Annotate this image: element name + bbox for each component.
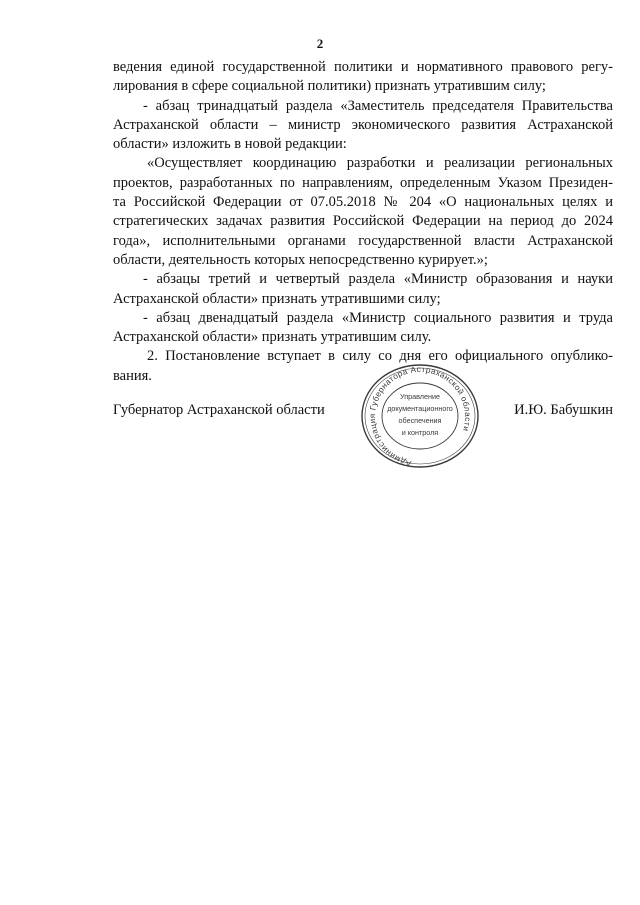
signatory-name: И.Ю. Бабушкин	[514, 402, 613, 418]
signatory-title: Губернатор Астраханской области	[113, 402, 325, 418]
body-line: Астраханской области» признать утратившим силу.	[113, 329, 432, 346]
body-line: стратегических задачах развития Российской Федерации на период до 2024	[113, 213, 613, 230]
body-line: - абзацы третий и четвертый раздела «Министр образования и науки	[143, 271, 613, 288]
stamp-inner-line: Управление	[400, 392, 440, 401]
body-line: проектов, разработанных по направлениям, определенным Указом Президен-	[113, 174, 613, 191]
body-line: - абзац тринадцатый раздела «Заместитель председателя Правительства	[143, 97, 613, 114]
body-line: области» изложить в новой редакции:	[113, 136, 347, 153]
body-line: года», исполнительными органами государственной власти Астраханской	[113, 232, 613, 249]
stamp-outer-text: Администрация Губернатора Астраханской области	[367, 364, 473, 469]
body-line: Астраханской области – министр экономического развития Астраханской	[113, 116, 613, 133]
official-stamp	[357, 360, 483, 472]
body-line: та Российской Федерации от 07.05.2018 № 204 «О национальных целях и	[113, 194, 613, 211]
body-line: лирования в сфере социальной политики) признать утратившим силу;	[113, 78, 546, 95]
body-line: «Осуществляет координацию разработки и реализации региональных	[147, 155, 613, 172]
body-line: вания.	[113, 367, 152, 384]
body-line: Астраханской области» признать утратившими силу;	[113, 290, 441, 307]
page-number: 2	[316, 36, 324, 51]
stamp-inner-line: и контроля	[401, 428, 439, 437]
stamp-inner-line: обеспечения	[398, 416, 442, 425]
stamp-inner-line: документационного	[387, 404, 453, 413]
body-line: - абзац двенадцатый раздела «Министр социального развития и труда	[143, 309, 613, 326]
body-line: ведения единой государственной политики и нормативного правового регу-	[113, 59, 613, 75]
body-line: 2. Постановление вступает в силу со дня его официального опублико-	[147, 348, 613, 365]
document-body	[113, 58, 613, 386]
body-line: области, деятельность которых непосредственно курирует.»;	[113, 251, 488, 268]
